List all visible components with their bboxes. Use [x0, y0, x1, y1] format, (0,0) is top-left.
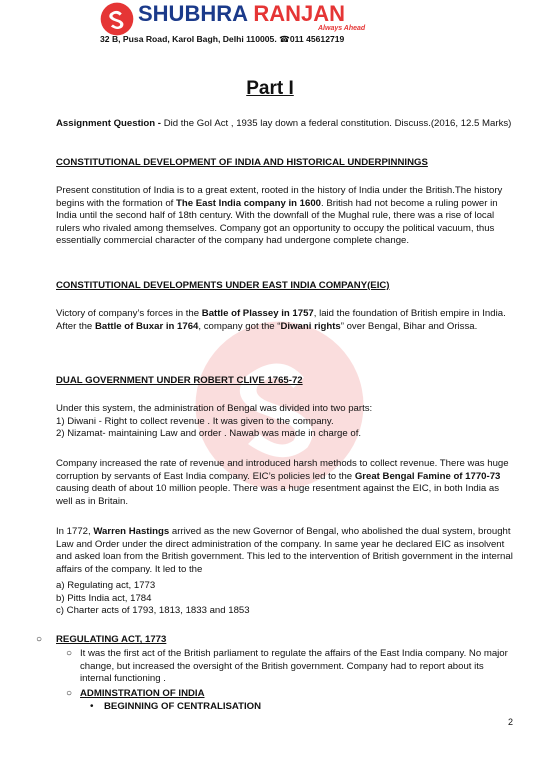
text: , laid the foundation of British empire in India. After the [56, 308, 506, 332]
text: . British had not become a ruling power in India until the second half of 18th century. With the downfall of the Mughal rule, there was a rise of local rulers who rivaled among themselves. Company got an opportunity to occupy the political vacuum, thus essentially commercial character of the company had undergone complete change. [56, 197, 498, 247]
section-heading-eic-developments: CONSTITUTIONAL DEVELOPMENTS UNDER EAST INDIA COMPANY(EIC) [56, 280, 390, 291]
list-item: 1) Diwani - Right to collect revenue . It was given to the company. [56, 415, 334, 427]
address-line [100, 34, 344, 45]
subheading-administration: ADMINSTRATION OF INDIA [80, 688, 205, 699]
section-heading-dual-government: DUAL GOVERNMENT UNDER ROBERT CLIVE 1765-72 [56, 375, 303, 386]
text: In 1772, [56, 526, 94, 537]
page-number: 2 [508, 717, 514, 727]
hollow-circle-bullet-icon: ○ [66, 688, 73, 699]
paragraph-revenue-famine [56, 458, 516, 508]
letterhead [100, 0, 440, 50]
paragraph-warren-hastings [56, 526, 516, 576]
brand-name-part2: RANJAN [253, 1, 345, 26]
text: , company got the “ [198, 320, 281, 332]
brand-logo-icon [100, 2, 134, 36]
hollow-circle-bullet-icon: ○ [36, 634, 43, 645]
list-item: a) Regulating act, 1773 [56, 580, 156, 591]
address: 32 B, Pusa Road, Karol Bagh, Delhi 110005. [100, 34, 277, 44]
brand-tagline: Always Ahead [318, 25, 366, 32]
bold-text: Warren Hastings [93, 526, 170, 537]
section-heading-regulating-act: REGULATING ACT, 1773 [56, 634, 167, 645]
page-title: Part I [246, 78, 294, 99]
bold-text: Diwani rights [280, 320, 341, 332]
list-item: b) Pitts India act, 1784 [56, 592, 152, 604]
hollow-circle-bullet-icon: ○ [66, 648, 73, 659]
text: ” over Bengal, Bihar and Orissa. [340, 320, 478, 332]
bold-text: Battle of Plassey in 1757 [201, 308, 314, 319]
list-item: 2) Nizamat- maintaining Law and order . Nawab was made in charge of. [56, 428, 362, 440]
regulating-act-description: It was the first act of the British parliament to regulate the affairs of the East India company. No major change, but increased the oversight of the British government. Company had to report about its internal functioning . [80, 648, 508, 685]
brand-name-part1: SHUBHRA [138, 1, 248, 26]
brand-name [138, 1, 345, 27]
list-intro: Under this system, the administration of Bengal was divided into two parts: [56, 403, 373, 414]
bold-text: Great Bengal Famine of 1770-73 [354, 470, 501, 482]
text: Company increased the rate of revenue and introduced harsh methods to collect revenue. There was huge corruption by servants of East India company. EIC’s policies led to the [56, 458, 509, 482]
assignment-question [56, 118, 516, 131]
filled-bullet-icon: • [90, 701, 94, 712]
list-item: c) Charter acts of 1793, 1813, 1833 and 1853 [56, 605, 250, 617]
section-heading-constitutional-development: CONSTITUTIONAL DEVELOPMENT OF INDIA AND HISTORICAL UNDERPINNINGS [56, 157, 428, 168]
phone-icon: ☎ [279, 34, 290, 44]
bold-text: The East India company in 1600 [176, 197, 322, 209]
text: causing death of about 10 million people. There was a huge resentment against the EIC, in both India as well as in Britain. [56, 483, 500, 507]
text: Victory of company’s forces in the [56, 308, 202, 319]
assignment-label: Assignment Question - [56, 118, 162, 129]
assignment-text: Did the GoI Act , 1935 lay down a federal constitution. Discuss.(2016, 12.5 Marks) [163, 118, 512, 129]
phone-number: 011 45612719 [289, 34, 345, 44]
paragraph-plassey-buxar [56, 308, 516, 333]
subsubheading-centralisation: BEGINNING OF CENTRALISATION [104, 701, 262, 712]
acts-list [56, 580, 516, 618]
text: arrived as the new Governor of Bengal, who abolished the dual system, brought Law and Order under the direct administration of the company. In same year he declared EIC as insolvent and asked loan from the British government. This led to the intervention of British government in the internal affairs of the company. It led to the [56, 526, 513, 575]
dual-government-list [56, 403, 516, 441]
paragraph-history [56, 185, 516, 248]
text: Present constitution of India is to a great extent, rooted in the history of India under the British.The history begins with the formation of [56, 185, 503, 209]
bold-text: Battle of Buxar in 1764 [94, 320, 199, 332]
